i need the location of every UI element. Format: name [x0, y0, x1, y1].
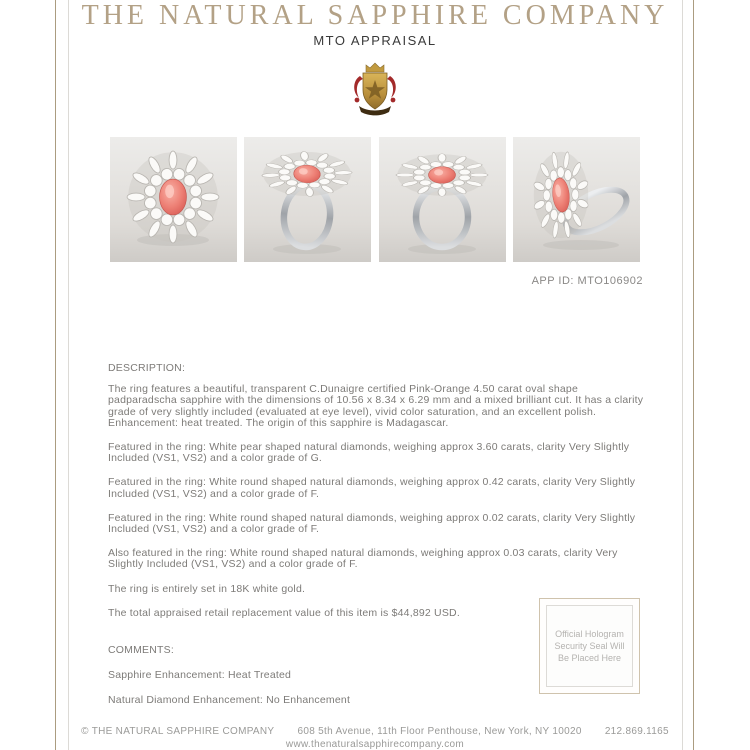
hologram-seal-box — [539, 598, 640, 694]
frame-line-right-outer — [693, 0, 694, 750]
ring-photo-strip — [110, 137, 640, 262]
footer-copyright: © THE NATURAL SAPPHIRE COMPANY — [81, 726, 275, 737]
appraised-value: The total appraised retail replacement value of this item is $44,892 USD. — [108, 606, 460, 619]
description-paragraph: Featured in the ring: White round shaped natural diamonds, weighing approx 0.02 carats, clarity Very Slightly Included (VS1, VS2) and a color grade of F. — [108, 511, 636, 536]
description-paragraph: Also featured in the ring: White round shaped natural diamonds, weighing approx 0.03 carats, clarity Very Slightly Included (VS1, VS2) and a color grade of F. — [108, 547, 618, 571]
footer-website: www.thenaturalsapphirecompany.com — [285, 739, 465, 750]
footer-phone: 212.869.1165 — [604, 726, 669, 737]
frame-line-right-inner — [682, 0, 683, 750]
comment-item: Sapphire Enhancement: Heat Treated — [108, 669, 292, 682]
ring-photo-angled-view — [513, 137, 640, 262]
comment-item: Natural Diamond Enhancement: No Enhancement — [108, 694, 351, 707]
app-id: APP ID: MTO106902 — [531, 275, 643, 287]
description-paragraph: Featured in the ring: White round shaped natural diamonds, weighing approx 0.42 carats, clarity Very Slightly Included (VS1, VS2) and a color grade of F. — [108, 476, 636, 500]
comments-heading: COMMENTS: — [108, 644, 174, 657]
footer-address: 608 5th Avenue, 11th Floor Penthouse, New York, NY 10020 — [297, 726, 582, 737]
description-paragraph: The ring features a beautiful, transparent C.Dunaigre certified Pink-Orange 4.50 carat oval shape padparadscha sapphire with the dimensions of 10.56 x 8.34 x 6.29 mm and a mixed brilliant cut. It has a clarity grade of very slightly included (evaluated at eye level), vivid color saturation, and an excellent polish. Enhancement: heat treated. The origin of this sapphire is Madagascar. — [108, 383, 644, 429]
frame-line-left-inner — [68, 0, 69, 750]
description-heading: DESCRIPTION: — [108, 362, 186, 374]
hologram-seal-text: Official Hologram Security Seal Will Be Placed Here — [554, 629, 625, 663]
company-crest-icon — [350, 60, 400, 117]
ring-photo-side-view — [244, 137, 371, 262]
frame-line-left-outer — [55, 0, 56, 750]
document-type: MTO APPRAISAL — [313, 33, 437, 48]
hologram-seal-inner — [546, 605, 633, 687]
company-name: THE NATURAL SAPPHIRE COMPANY — [81, 0, 669, 31]
footer — [0, 726, 750, 750]
ring-photo-profile-view — [379, 137, 506, 262]
ring-photo-front-view — [110, 137, 237, 262]
description-paragraph: The ring is entirely set in 18K white gold. — [108, 582, 306, 595]
description-paragraph: Featured in the ring: White pear shaped natural diamonds, weighing approx 3.60 carats, clarity Very Slightly Included (VS1, VS2) and a color grade of G. — [108, 441, 630, 465]
